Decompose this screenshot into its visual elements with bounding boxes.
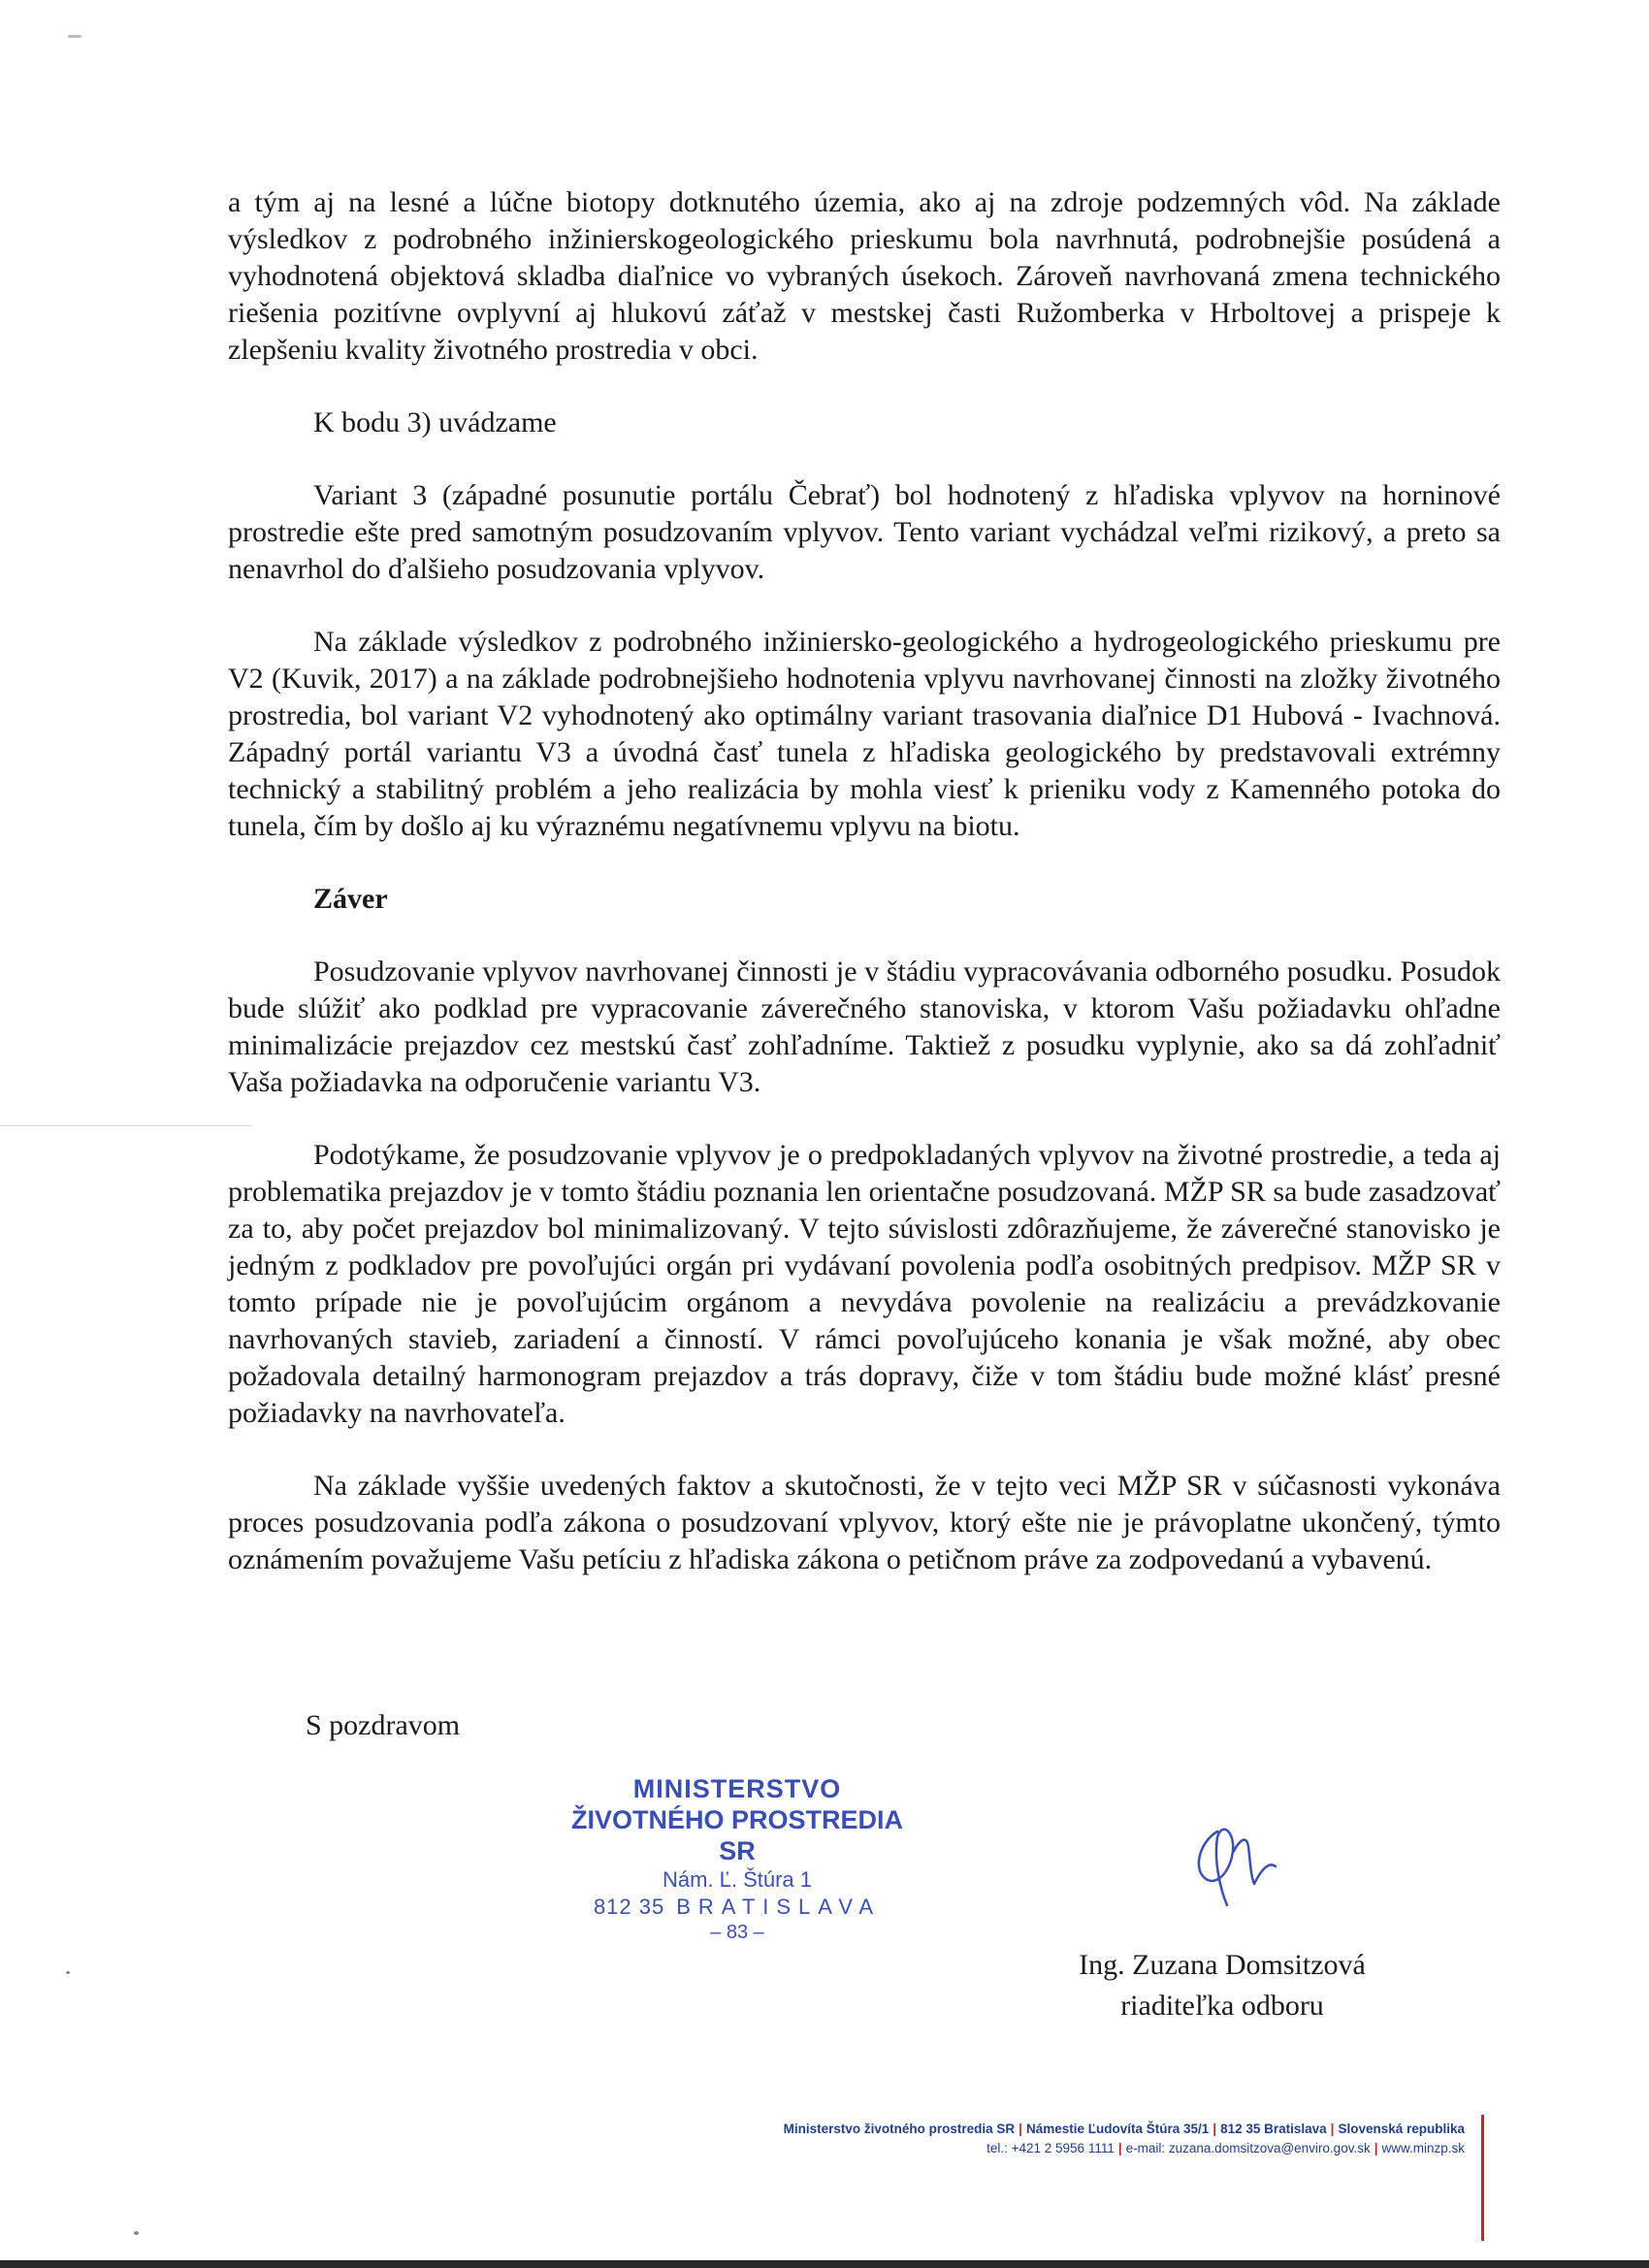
footer-city: 812 35 Bratislava (1220, 2122, 1327, 2136)
paragraph-assessment-status: Posudzovanie vplyvov navrhovanej činnosti je v štádiu vypracovávania odborného posudku. Posudok bude slúžiť ako podklad pre vypracovanie záverečného stanoviska, v ktorom Vašu požiadavku ohľadne minimalizácie prejazdov cez mestskú časť zohľadníme. Taktiež z posudku vyplynie, ako sa dá zohľadniť Vaša požiadavka na odporučenie variantu V3. (228, 956, 1501, 1098)
greeting: S pozdravom (306, 1709, 461, 1741)
stamp-postal-code: 812 35 (593, 1895, 665, 1919)
footer-email: e-mail: zuzana.domsitzova@enviro.gov.sk (1125, 2141, 1371, 2155)
paragraph-point-3-intro: K bodu 3) uvádzame (313, 406, 557, 438)
scan-edge (0, 2260, 1649, 2268)
paragraph-variant-v2: Na základe výsledkov z podrobného inžiniersko-geologického a hydrogeologického prieskumu pre V2 (Kuvik, 2017) a na základe podrobnejšieho hodnotenia vplyvu navrhovanej činnosti na zložky životného prostredia, bol variant V2 vyhodnotený ako optimálny variant trasovania diaľnice D1 Hubová - Ivachnová. Západný portál variantu V3 a úvodná časť tunela z hľadiska geologického by predstavovali extrémny technický a stabilitný problém a jeho realizácia by mohla viesť k prieniku vody z Kamenného potoka do tunela, čím by došlo aj ku výraznému negatívnemu vplyvu na biotu. (228, 626, 1501, 842)
stamp-line-1: MINISTERSTVO (632, 1774, 842, 1803)
letter-body (228, 184, 1501, 1578)
footer-street: Námestie Ľudovíta Štúra 35/1 (1025, 2122, 1210, 2136)
paragraph-biotopes: a tým aj na lesné a lúčne biotopy dotknutého územia, ako aj na zdroje podzemných vôd. Na základe výsledkov z podrobného inžinierskogeologického prieskumu bola navrhnutá, podrobnejšie posúdená a vyhodnotená objektová skladba diaľnice vo vybraných úsekoch. Zároveň navrhovaná zmena technického riešenia pozitívne ovplyvní aj hlukovú záťaž v mestskej časti Ružomberka v Hrboltovej a prispeje k zlepšeniu kvality životného prostredia v obci. (228, 186, 1501, 366)
footer-web: www.minzp.sk (1381, 2141, 1465, 2155)
heading-zaver: Záver (313, 883, 388, 915)
scan-speck (66, 1971, 70, 1974)
footer-org: Ministerstvo životného prostredia SR (783, 2122, 1016, 2136)
stamp-line-3: Nám. Ľ. Štúra 1 (662, 1867, 813, 1892)
official-stamp (563, 1773, 912, 1944)
signature-icon (1179, 1804, 1305, 1911)
fold-line (0, 1125, 252, 1126)
signer-name: Ing. Zuzana Domsitzová (1079, 1949, 1366, 1981)
footer-accent-rule (1481, 2115, 1484, 2241)
signer-title: riaditeľka odboru (1120, 1990, 1324, 2022)
paragraph-conclusion: Na základe vyššie uvedených faktov a skutočnosti, že v tejto veci MŽP SR v súčasnosti vykonáva proces posudzovania podľa zákona o posudzovaní vplyvov, ktorý ešte nie je právoplatne ukončený, týmto oznámením považujeme Vašu petíciu z hľadiska zákona o petičnom práve za zodpovedanú a vybavenú. (228, 1470, 1501, 1575)
stamp-address (563, 1894, 912, 1921)
paragraph-crossings: Podotýkame, že posudzovanie vplyvov je o predpokladaných vplyvov na životné prostredie, a teda aj problematika prejazdov je v tomto štádiu poznania len orientačne posudzovaná. MŽP SR sa bude zasadzovať za to, aby počet prejazdov bol minimalizovaný. V tejto súvislosti zdôrazňujeme, že záverečné stanovisko je jedným z podkladov pre povoľujúci orgán pri vydávaní povolenia podľa osobitných predpisov. MŽP SR v tomto prípade nie je povoľujúcim orgánom a nevydáva povolenie na realizáciu a prevádzkovanie navrhovaných stavieb, zariadení a činností. V rámci povoľujúceho konania je však možné, aby obec požadovala detailný harmonogram prejazdov a trás dopravy, čiže v tom štádiu bude možné klásť presné požiadavky na navrhovateľa. (228, 1139, 1501, 1429)
footer-address-line: Ministerstvo životného prostredia SR | Námestie Ľudovíta Štúra 35/1 | 812 35 Bratislava | Slovenská republika (783, 2122, 1465, 2136)
paragraph-variant-3: Variant 3 (západné posunutie portálu Čebrať) bol hodnotený z hľadiska vplyvov na horninové prostredie ešte pred samotným posudzovaním vplyvov. Tento variant vychádzal veľmi rizikový, a preto sa nenavrhol do ďalšieho posudzovania vplyvov. (228, 479, 1501, 585)
scan-speck (134, 2231, 139, 2235)
footer-country: Slovenská republika (1338, 2122, 1465, 2136)
stamp-line-2: ŽIVOTNÉHO PROSTREDIA SR (570, 1805, 904, 1865)
stamp-number: – 83 – (710, 1922, 764, 1943)
footer-contact-line: tel.: +421 2 5956 1111 | e-mail: zuzana.domsitzova@enviro.gov.sk | www.minzp.sk (986, 2141, 1465, 2155)
stamp-city: BRATISLAVA (676, 1895, 882, 1919)
letterhead-footer (630, 2120, 1465, 2158)
scan-speck (68, 35, 81, 38)
signer-block (1057, 1945, 1387, 2026)
footer-phone: tel.: +421 2 5956 1111 (986, 2141, 1115, 2155)
